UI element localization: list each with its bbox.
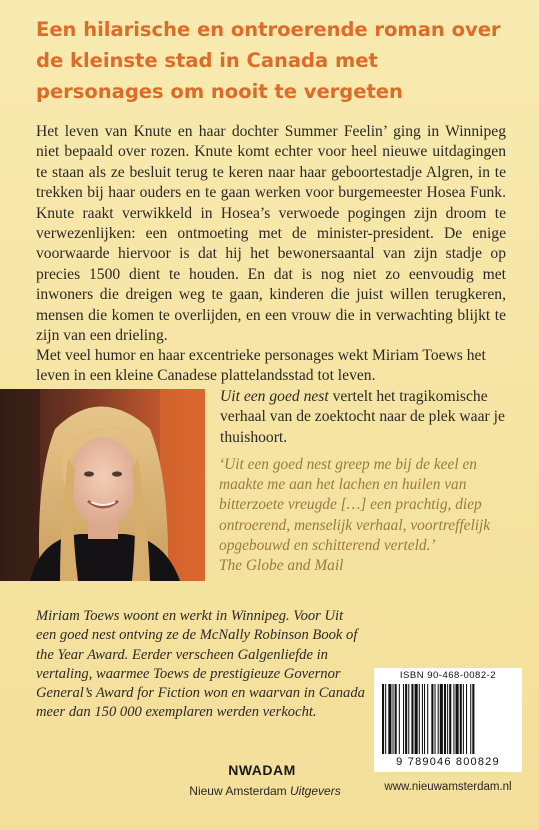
barcode-bar [382, 684, 384, 754]
barcode-bar [422, 684, 423, 754]
barcode-bar [470, 684, 471, 754]
publisher-website: www.nieuwamsterdam.nl [384, 781, 512, 793]
barcode-bar [456, 684, 459, 754]
barcode-bar [466, 684, 467, 754]
barcode-bar [399, 684, 400, 754]
publisher-name [150, 784, 380, 798]
barcode-panel [374, 668, 522, 772]
barcode-bar [424, 684, 425, 754]
barcode-bar [411, 684, 413, 754]
publisher-logo [222, 761, 302, 779]
publisher-name-main: Nieuw Amsterdam [189, 784, 287, 798]
tragicomic-text: vertelt het tragikomische verhaal van de zoektocht naar de plek waar je thuishoort. [220, 388, 505, 446]
barcode-bar [444, 684, 446, 754]
barcode-bar [427, 684, 428, 754]
barcode-bar [385, 684, 386, 754]
barcode-bar [415, 684, 418, 754]
barcode-bar [472, 684, 474, 754]
synopsis-text [36, 122, 506, 346]
barcode-image [374, 684, 522, 756]
quote-source: The Globe and Mail [219, 557, 344, 575]
barcode-bar [460, 684, 462, 754]
book-title-inline: Uit een goed nest [220, 388, 329, 405]
barcode-bar [419, 684, 420, 754]
author-portrait-image [0, 389, 205, 581]
barcode-bar [438, 684, 439, 754]
synopsis-paragraph: Het leven van Knute en haar dochter Summer Feelin’ ging in Winnipeg niet bepaald over rozen. Knute komt echter voor heel nieuwe uitdagingen te staan als ze besluit terug te keren naar haar geboortestadje Algren, in te trekken bij haar ouders en te gaan werken voor burgemeester Hosea Funk. Knute raakt verwikkeld in Hosea’s verwoede pogingen zijn droom te verwezenlijken: een ontmoeting met de minister-president. De enige voorwaarde hiervoor is dat hij het bewonersaantal van zijn stadje op precies 1500 dient te houden. En dat is nog niet zo eenvoudig met inwoners die dreigen weg te gaan, kinderen die juist willen terugkeren, mensen die komen te overlijden, en een vrouw die in verwachting blijkt te zijn van een drieling. [36, 123, 506, 345]
barcode-bar [463, 684, 464, 754]
publisher-logo-text: NWADAM [228, 762, 296, 778]
tagline-heading: Een hilarische en ontroerende roman over de kleinste stad in Canada met personages om nooit te vergeten [36, 18, 501, 103]
barcode-bar [395, 684, 397, 754]
barcode-bar [408, 684, 409, 754]
barcode-bar [440, 684, 443, 754]
ean-number: 9 789046 800829 [396, 756, 500, 768]
barcode-bar [393, 684, 394, 754]
publisher-name-suffix: Uitgevers [290, 784, 341, 798]
author-photo [0, 389, 205, 581]
author-bio: Miriam Toews woont en werkt in Winnipeg. Voor Uit een goed nest ontving ze de McNally Robinson Book of the Year Award. Eerder verscheen Galgenliefde in vertaling, waarmee Toews de prestigieuze Governor General’s Award for Fiction won en waarvan in Canada meer dan 150 000 exemplaren werden verkocht. [36, 608, 365, 721]
barcode-bar [435, 684, 436, 754]
barcode-bar [403, 684, 404, 754]
barcode-bar [449, 684, 451, 754]
barcode-bar [431, 684, 433, 754]
barcode-bar [453, 684, 454, 754]
quote-text: ‘Uit een goed nest greep me bij de keel en maakte me aan het lachen en huilen van bitterzoete vreugde […] een prachtig, diep ontroerend, menselijk verhaal, voortreffelijk opgebouwd en schitterend verteld.’ [219, 456, 491, 554]
tragicomic-paragraph [220, 387, 510, 448]
press-quote [219, 455, 519, 576]
barcode-bar [388, 684, 391, 754]
humor-paragraph: Met veel humor en haar excentrieke personages wekt Miriam Toews het leven in een kleine Canadese plattelandsstad tot leven. [36, 347, 486, 385]
isbn-number: ISBN 90-468-0082-2 [399, 670, 497, 681]
barcode-bar [447, 684, 448, 754]
barcode-bar [405, 684, 407, 754]
